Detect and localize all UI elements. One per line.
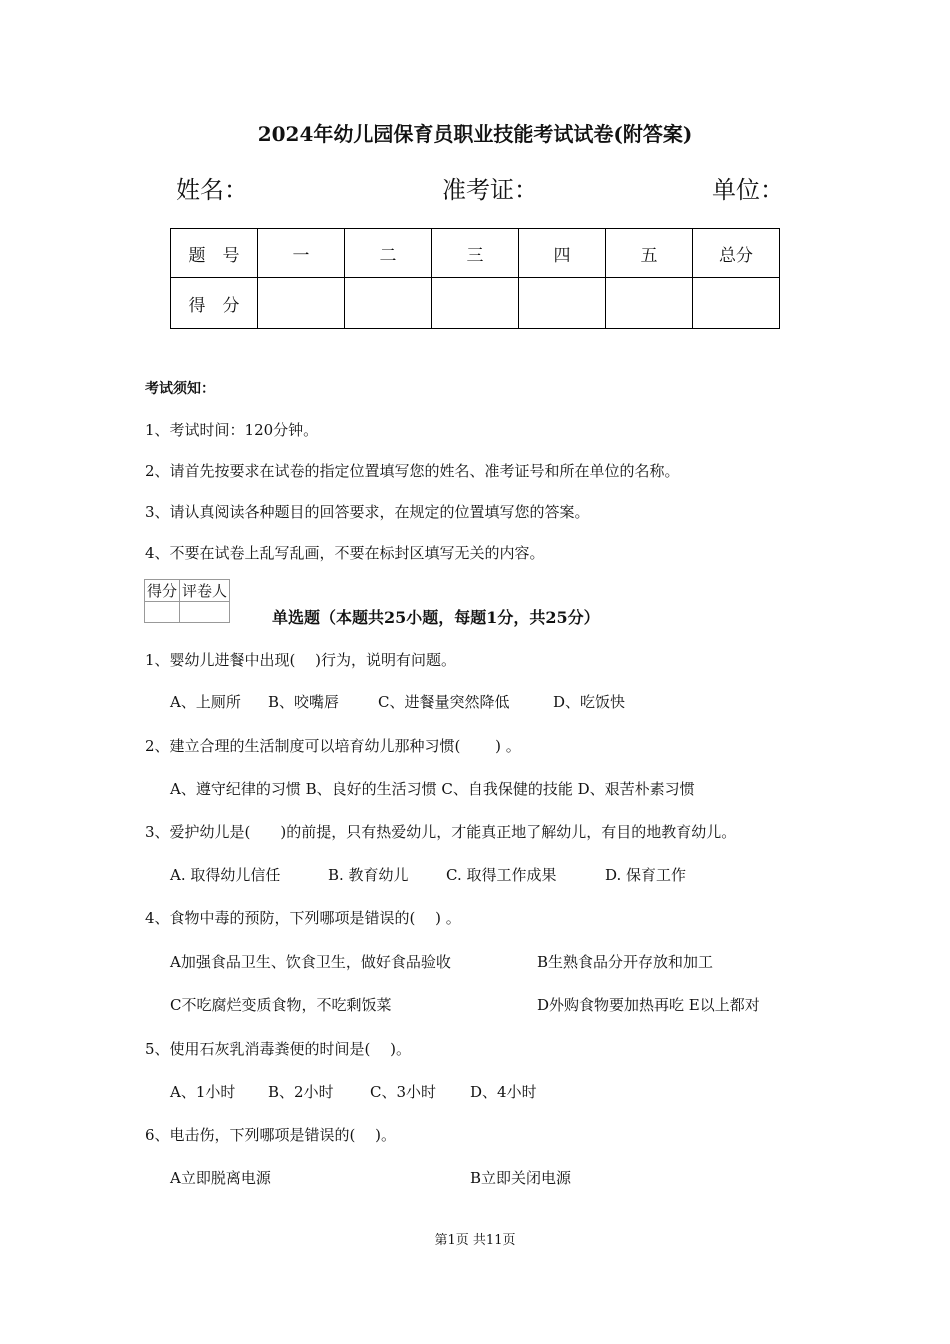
score-table-cell: 得 分 [171, 278, 258, 329]
grader-score-label: 得分 [145, 580, 180, 602]
score-table-cell: 题 号 [171, 229, 258, 278]
question-text: 3、爱护幼儿是( )的前提，只有热爱幼儿，才能真正地了解幼儿，有目的地教育幼儿。 [145, 823, 737, 841]
question-text: 4、食物中毒的预防，下列哪项是错误的( ) 。 [145, 909, 461, 927]
option: B立即关闭电源 [470, 1169, 572, 1187]
option: A加强食品卫生、饮食卫生，做好食品验收 [170, 953, 451, 971]
option: B、咬嘴唇 [268, 693, 340, 711]
notice-item: 4、不要在试卷上乱写乱画，不要在标封区填写无关的内容。 [145, 544, 545, 562]
notice-title: 考试须知： [145, 381, 215, 397]
exam-id-label: 准考证： [442, 176, 538, 204]
score-table-cell: 二 [345, 229, 432, 278]
score-table-cell: 五 [606, 229, 693, 278]
score-entry-cell[interactable] [432, 278, 519, 329]
question-text: 6、电击伤，下列哪项是错误的( )。 [145, 1126, 397, 1144]
score-entry-cell[interactable] [258, 278, 345, 329]
notice-item: 3、请认真阅读各种题目的回答要求，在规定的位置填写您的答案。 [145, 503, 590, 521]
score-entry-cell[interactable] [345, 278, 432, 329]
notice-item: 1、考试时间：120分钟。 [145, 421, 319, 439]
option: A、上厕所 [170, 693, 241, 711]
score-table-cell: 三 [432, 229, 519, 278]
option: B生熟食品分开存放和加工 [537, 953, 714, 971]
score-table-cell: 四 [519, 229, 606, 278]
option: C、3小时 [370, 1083, 437, 1101]
name-label: 姓名： [176, 176, 248, 204]
notice-item: 2、请首先按要求在试卷的指定位置填写您的姓名、准考证号和所在单位的名称。 [145, 462, 680, 480]
score-entry-cell[interactable] [693, 278, 780, 329]
score-table-score-row [171, 278, 780, 329]
option: D. 保育工作 [605, 866, 687, 884]
grader-name-cell[interactable] [180, 602, 230, 623]
score-entry-cell[interactable] [519, 278, 606, 329]
question-text: 2、建立合理的生活制度可以培育幼儿那种习惯( ) 。 [145, 737, 521, 755]
score-entry-cell[interactable] [606, 278, 693, 329]
grader-box [144, 579, 230, 623]
section-title: 单选题（本题共25小题，每题1分，共25分） [272, 608, 600, 627]
page-title: 2024年幼儿园保育员职业技能考试试卷(附答案) [257, 122, 693, 146]
score-table-cell: 一 [258, 229, 345, 278]
option-line: A、遵守纪律的习惯 B、良好的生活习惯 C、自我保健的技能 D、艰苦朴素习惯 [170, 780, 695, 798]
score-table-header-row [171, 229, 780, 278]
option: B、2小时 [268, 1083, 334, 1101]
grader-score-cell[interactable] [145, 602, 180, 623]
question-text: 1、婴幼儿进餐中出现( )行为，说明有问题。 [145, 651, 457, 669]
option: A. 取得幼儿信任 [170, 866, 281, 884]
option: D外购食物要加热再吃 E以上都对 [537, 996, 760, 1014]
page-footer: 第1页 共11页 [434, 1233, 516, 1248]
option: C、进餐量突然降低 [378, 693, 510, 711]
option: C. 取得工作成果 [446, 866, 557, 884]
option: D、吃饭快 [553, 693, 626, 711]
option: B. 教育幼儿 [328, 866, 409, 884]
option: A、1小时 [170, 1083, 236, 1101]
grader-label: 评卷人 [180, 580, 230, 602]
option: A立即脱离电源 [170, 1169, 271, 1187]
score-table [170, 228, 780, 329]
score-table-cell: 总分 [693, 229, 780, 278]
option: C不吃腐烂变质食物，不吃剩饭菜 [170, 996, 392, 1014]
option: D、4小时 [470, 1083, 537, 1101]
unit-label: 单位： [712, 176, 784, 204]
question-text: 5、使用石灰乳消毒粪便的时间是( )。 [145, 1040, 412, 1058]
